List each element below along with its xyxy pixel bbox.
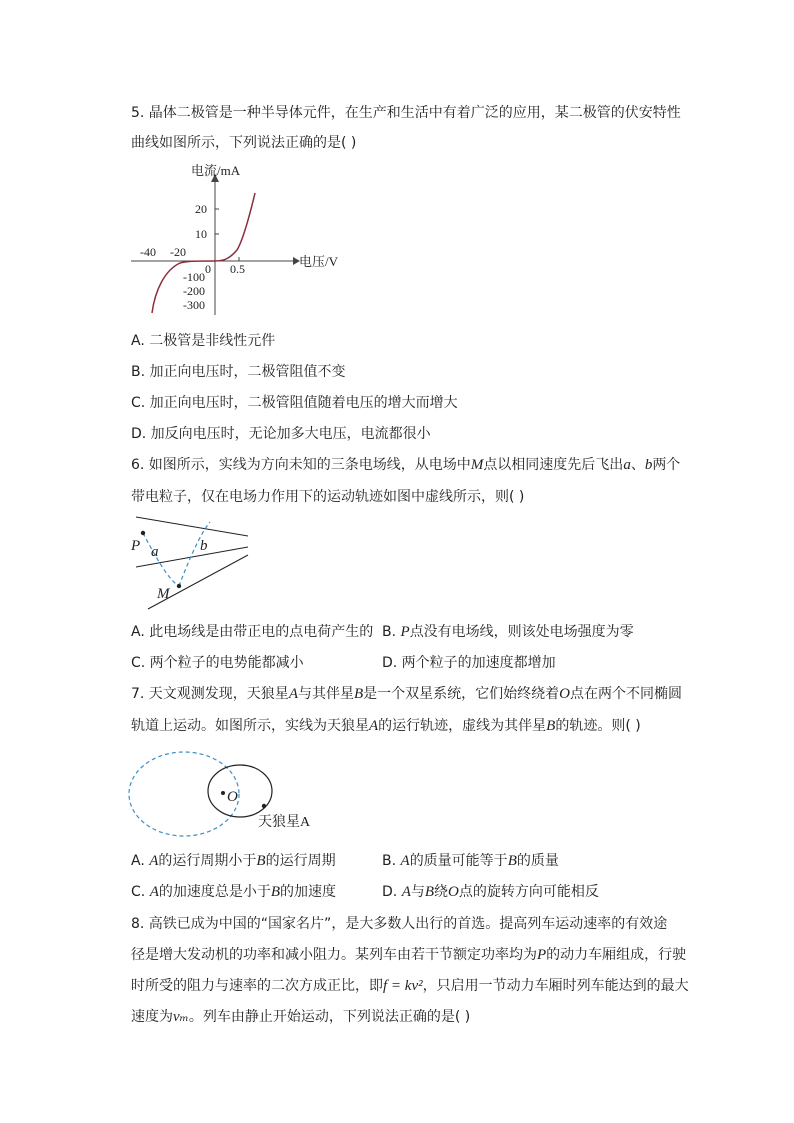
q6-label-p: P — [131, 538, 141, 554]
q5-tick-neg200: -200 — [183, 284, 205, 298]
q7-orbit-figure — [125, 748, 325, 840]
q5-x-label: 电压/V — [299, 254, 339, 269]
q6-option-b[interactable]: B. P点没有电场线，则该处电场强度为零 — [382, 624, 634, 640]
q6-label-b: b — [200, 538, 208, 554]
q8-stem-line4: 速度为vₘ。列车由静止开始运动，下列说法正确的是( ) — [131, 1009, 471, 1025]
q7-stem-line1: 7. 天文观测发现，天狼星A与其伴星B是一个双星系统，它们始终绕着O点在两个不同椭圆 — [131, 686, 682, 702]
q6-label-a: a — [151, 544, 159, 560]
q6-trajectory-a — [143, 533, 179, 586]
q7-orbit-a — [208, 765, 272, 817]
q6-field-line-top — [136, 517, 248, 536]
q5-tick-neg300: -300 — [183, 298, 205, 312]
q6-option-c[interactable]: C. 两个粒子的电势能都减小 — [131, 655, 304, 671]
q8-vm: vₘ — [173, 1009, 189, 1025]
q8-formula: f = kv² — [383, 978, 423, 994]
q6-option-a[interactable]: A. 此电场线是由带正电的点电荷产生的 — [131, 624, 374, 640]
q7-label-star-a: 天狼星A — [258, 815, 311, 830]
q7-option-c[interactable]: C. A的加速度总是小于B的加速度 — [131, 884, 337, 900]
q5-iv-curve-figure — [125, 160, 350, 320]
q5-stem-line1: 5. 晶体二极管是一种半导体元件，在生产和生活中有着广泛的应用，某二极管的伏安特性 — [131, 105, 681, 121]
q6-option-d[interactable]: D. 两个粒子的加速度都增加 — [382, 655, 556, 671]
q6-point-m — [177, 584, 181, 588]
q6-label-m: M — [157, 586, 170, 602]
q6-trajectory-b — [179, 522, 210, 586]
q5-option-d[interactable]: D. 加反向电压时，无论加多大电压，电流都很小 — [131, 426, 431, 442]
q5-tick-05: 0.5 — [230, 262, 245, 276]
q5-y-label: 电流/mA — [191, 163, 241, 178]
q7-center-o — [221, 791, 225, 795]
q5-option-c[interactable]: C. 加正向电压时，二极管阻值随着电压的增大而增大 — [131, 395, 458, 411]
q7-option-d[interactable]: D. A与B绕O点的旋转方向可能相反 — [382, 884, 599, 900]
q8-stem-line1: 8. 高铁已成为中国的“国家名片”，是大多数人出行的首选。提高列车运动速率的有效途 — [131, 916, 668, 932]
q8-stem-line3: 时所受的阻力与速率的二次方成正比，即f = kv²，只启用一节动力车厢时列车能达到的最大 — [131, 978, 689, 994]
q7-star-a-point — [262, 804, 266, 808]
q5-tick-10: 10 — [195, 227, 207, 241]
q7-option-a[interactable]: A. A的运行周期小于B的运行周期 — [131, 853, 336, 869]
q6-stem-line1: 6. 如图所示，实线为方向未知的三条电场线，从电场中M点以相同速度先后飞出a、b两个 — [131, 457, 681, 473]
q5-option-b[interactable]: B. 加正向电压时，二极管阻值不变 — [131, 364, 346, 380]
q5-stem-line2: 曲线如图所示，下列说法正确的是( ) — [131, 135, 357, 151]
q7-label-o: O — [227, 789, 238, 805]
q6-field-lines-figure — [128, 512, 258, 616]
q5-option-a[interactable]: A. 二极管是非线性元件 — [131, 333, 276, 349]
q6-point-p — [141, 531, 145, 535]
q8-stem-line2: 径是增大发动机的功率和减小阻力。某列车由若干节额定功率均为P的动力车厢组成，行驶 — [131, 947, 687, 963]
q7-stem-line2: 轨道上运动。如图所示，实线为天狼星A的运行轨迹，虚线为其伴星B的轨迹。则( ) — [131, 718, 641, 734]
q5-tick-neg40: -40 — [140, 245, 156, 259]
q5-tick-neg20: -20 — [170, 245, 186, 259]
q5-tick-20: 20 — [195, 202, 207, 216]
q5-tick-neg100: -100 — [183, 270, 205, 284]
q5-tick-0: 0 — [205, 262, 211, 276]
q7-option-b[interactable]: B. A的质量可能等于B的质量 — [382, 853, 559, 869]
q6-stem-line2: 带电粒子，仅在电场力作用下的运动轨迹如图中虚线所示，则( ) — [131, 489, 525, 505]
